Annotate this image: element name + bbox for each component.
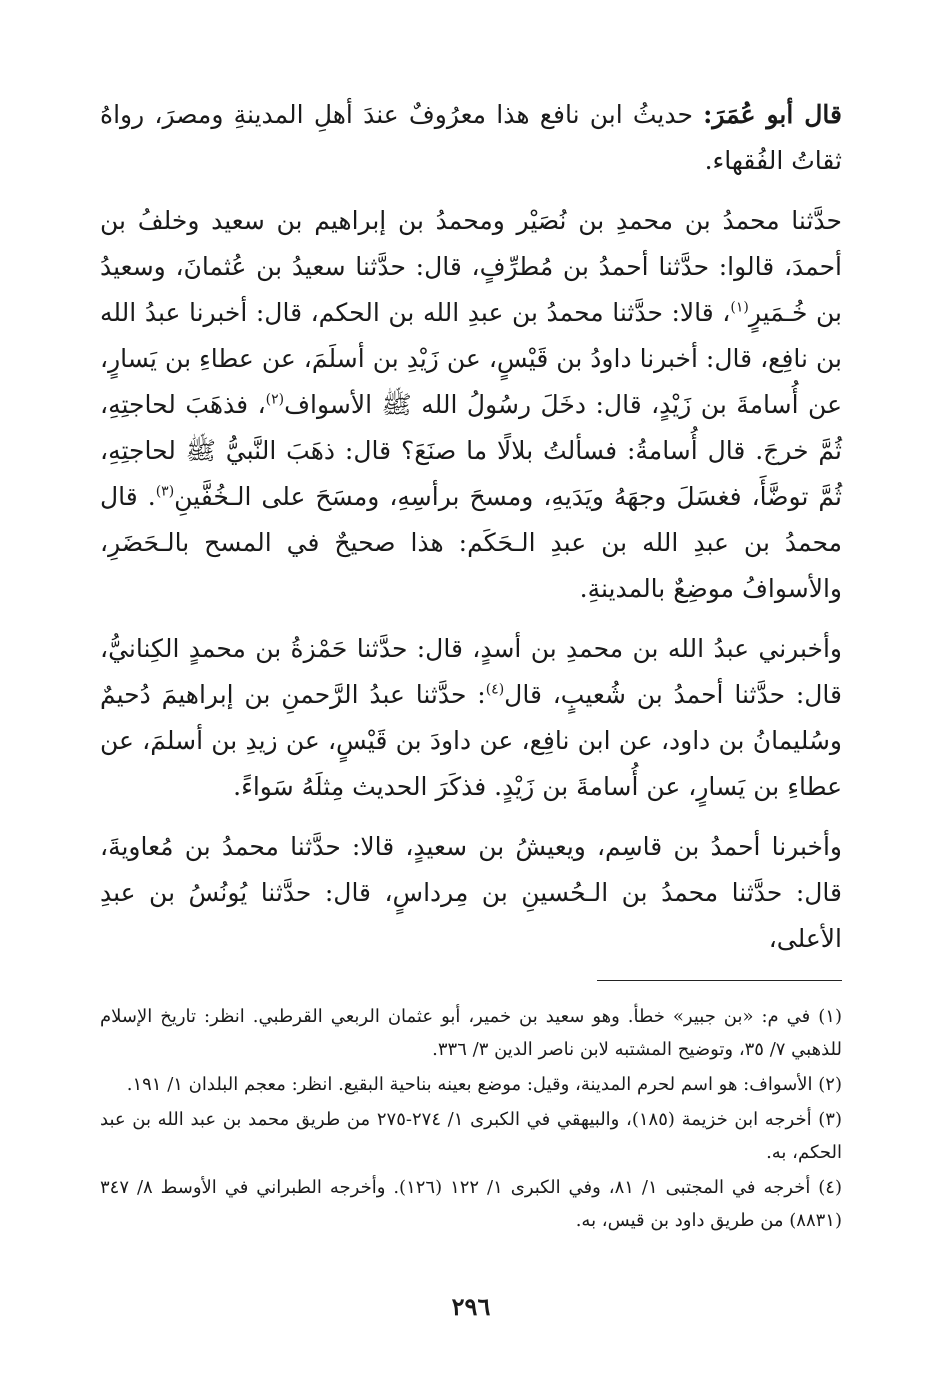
paragraph-lead: قال أبو عُمَرَ: (703, 100, 842, 129)
paragraph-4 (100, 824, 842, 962)
footnote-1: (١) في م: «بن جبير» خطأ. وهو سعيد بن خمير، أبو عثمان الربعي القرطبي. انظر: تاريخ الإسلام للذهبي ٧/ ٣٥، وتوضيح المشتبه لابن ناصر الدين ٣/ ٣٣٦. (100, 1006, 842, 1060)
paragraph-text: حدَّثنا محمدُ بن محمدِ بن نُصَيْر ومحمدُ بن إبراهيم بن سعيد وخلفُ بن أحمدَ، قالوا: حدَّثنا أحمدُ بن مُطرِّفٍ، قال: حدَّثنا سعيدُ بن عُثمانَ، وسعيدُ بن خُـمَيرٍ (100, 206, 842, 327)
footnote-divider (597, 980, 842, 981)
paragraph-text: . قال محمدُ بن عبدِ الله بن عبدِ الـحَكَم: هذا صحيحٌ في المسح بالـحَضَرِ، والأسوافُ موضِعٌ بالمدينةِ. (100, 482, 842, 603)
paragraph-text: ، فذهَبَ لحاجتِهِ، ثُمَّ خرجَ. قال أُسامةُ: فسألتُ بلالًا ما صنَعَ؟ قال: ذهَبَ النَّبيُّ ﷺ لحاجتِهِ، ثُمَّ توضَّأَ، فغسَلَ وجهَهُ ويَدَيهِ، ومسحَ برأسِهِ، ومسَحَ على الـخُفَّينِ (100, 390, 842, 511)
footnote-ref-2[interactable]: (٢) (265, 391, 285, 408)
paragraph-2 (100, 198, 842, 612)
footnote-4: (٤) أخرجه في المجتبى ١/ ٨١، وفي الكبرى ١/ ١٢٢ (١٢٦). وأخرجه الطبراني في الأوسط ٨/ ٣٤٧ (٨٨٣١) من طريق داود بن قيس، به. (100, 1177, 842, 1231)
footnote-ref-1[interactable]: (١) (730, 299, 749, 316)
paragraph-text: وأخبرني عبدُ الله بن محمدِ بن أسدٍ، قال: حدَّثنا حَمْزةُ بن محمدٍ الكِنانيُّ، قال: حدَّثنا أحمدُ بن شُعيبٍ، قال (100, 634, 842, 709)
paragraph-1 (100, 92, 842, 184)
paragraph-text: وأخبرنا أحمدُ بن قاسِم، ويعيشُ بن سعيدٍ، قالا: حدَّثنا محمدُ بن مُعاويةَ، قال: حدَّثنا محمدُ بن الـحُسينِ بن مِرداسٍ، قال: حدَّثنا يُونُسُ بن عبدِ الأعلى، (100, 832, 842, 953)
footnote-2: (٢) الأسواف: هو اسم لحرم المدينة، وقيل: موضع بعينه بناحية البقيع. انظر: معجم البلدان ١/ ١٩١. (126, 1074, 842, 1095)
page-number: ٢٩٦ (451, 1292, 491, 1321)
main-text (100, 92, 842, 962)
paragraph-text: حديثُ ابن نافع هذا معرُوفٌ عندَ أهلِ المدينةِ ومصرَ، رواهُ ثقاتُ الفُقهاء. (100, 100, 842, 175)
paragraph-3 (100, 626, 842, 810)
footnote-ref-4[interactable]: (٤) (485, 681, 505, 698)
paragraph-text: ، قالا: حدَّثنا محمدُ بن عبدِ الله بن الحكم، قال: أخبرنا عبدُ الله بن نافِع، قال: أخبرنا داودُ بن قَيْسٍ، عن زَيْدِ بن أسلَمَ، عن عطاءِ بن يَسارٍ، عن أُسامةَ بن زَيْدٍ، قال: دخَلَ رسُولُ الله ﷺ الأسواف (100, 298, 842, 419)
footnote-ref-3[interactable]: (٣) (155, 483, 175, 500)
footnote-3: (٣) أخرجه ابن خزيمة (١٨٥)، والبيهقي في الكبرى ١/ ٢٧٤-٢٧٥ من طريق محمد بن عبد الله بن عبد الحكم، به. (100, 1109, 842, 1163)
paragraph-text: : حدَّثنا عبدُ الرَّحمنِ بن إبراهيمَ دُحيمٌ وسُليمانُ بن داود، عن ابن نافِع، عن داودَ بن قَيْسٍ، عن زيدِ بن أسلمَ، عن عطاءِ بن يَسارٍ، عن أُسامةَ بن زَيْدٍ. فذكَرَ الحديث مِثلَهُ سَواءً. (100, 680, 842, 801)
footnotes (100, 1000, 842, 1239)
